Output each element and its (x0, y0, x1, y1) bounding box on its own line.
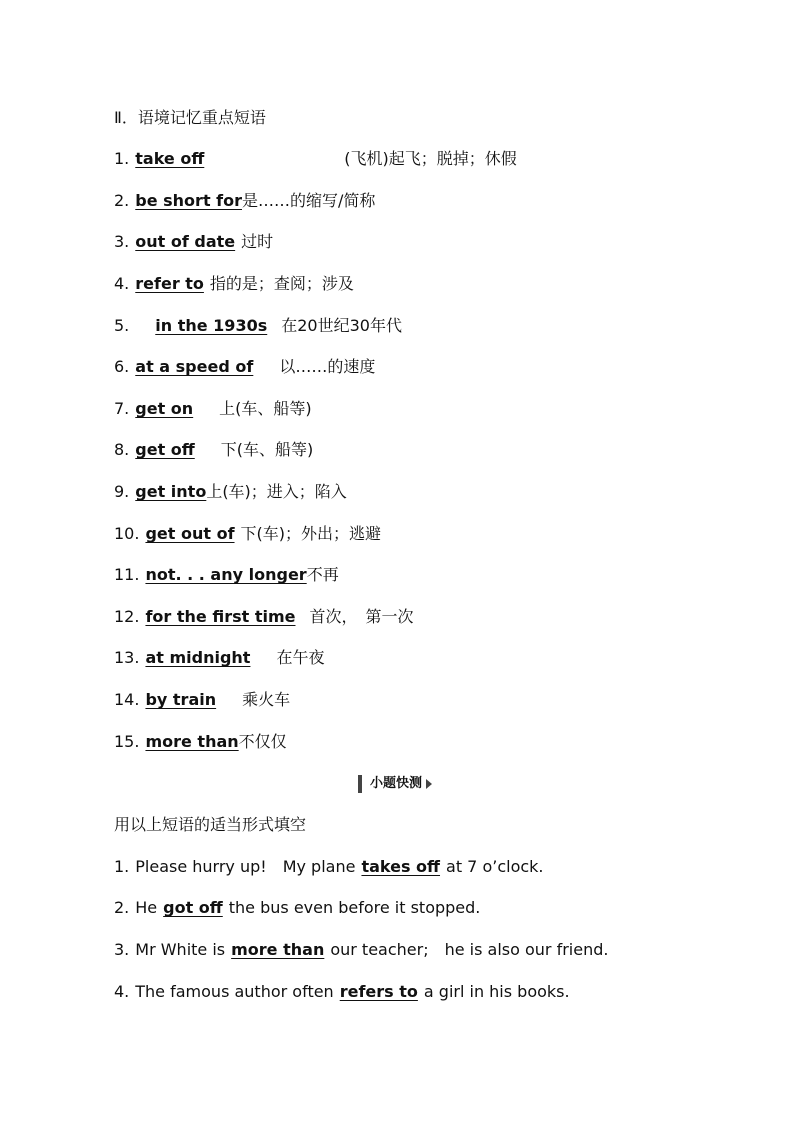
phrase-number: 1. (114, 149, 130, 168)
quiz-item (114, 981, 570, 1003)
quiz-text-before: He (135, 898, 158, 917)
phrase-item (114, 315, 402, 337)
quiz-instruction: 用以上短语的适当形式填空 (114, 815, 307, 834)
phrase-chinese: 下(车)；外出；逃避 (240, 524, 382, 543)
phrase-item (114, 439, 313, 461)
phrase-item (114, 190, 375, 212)
phrase-chinese: (飞机)起飞；脱掉；休假 (344, 149, 517, 168)
phrase-chinese: 不仅仅 (238, 732, 287, 751)
phrase-item (114, 731, 287, 753)
phrase-number: 14. (114, 690, 140, 709)
triangle-right-icon (426, 779, 432, 789)
phrase-english: at a speed of (135, 357, 254, 376)
phrase-english: get into (135, 482, 207, 501)
phrase-chinese: 首次， 第一次 (309, 607, 414, 626)
quiz-number: 2. (114, 898, 130, 917)
quiz-text-before: Mr White is (135, 940, 226, 959)
phrase-chinese: 乘火车 (242, 690, 291, 709)
phrase-item (114, 481, 347, 503)
phrase-item (114, 647, 324, 669)
quiz-item (114, 897, 480, 919)
quiz-answer: got off (163, 898, 223, 917)
phrase-english: not. . . any longer (145, 565, 307, 584)
phrase-chinese: 在20世纪30年代 (281, 316, 402, 335)
phrase-chinese: 在午夜 (276, 648, 325, 667)
quiz-text-before: Please hurry up! My plane (135, 857, 356, 876)
phrase-english: more than (145, 732, 239, 751)
quiz-text-after: at 7 o’clock. (446, 857, 544, 876)
phrase-english: for the first time (145, 607, 296, 626)
section-title: Ⅱ．语境记忆重点短语 (114, 108, 266, 127)
quiz-number: 4. (114, 982, 130, 1001)
phrase-item (114, 523, 381, 545)
quiz-number: 3. (114, 940, 130, 959)
phrase-chinese: 上(车)；进入；陷入 (206, 482, 347, 501)
phrase-english: refer to (135, 274, 204, 293)
phrase-number: 3. (114, 232, 130, 251)
phrase-item (114, 606, 414, 628)
phrase-english: at midnight (145, 648, 251, 667)
phrase-english: out of date (135, 232, 236, 251)
quiz-text-after: our teacher; he is also our friend. (330, 940, 609, 959)
quiz-text-before: The famous author often (135, 982, 334, 1001)
quiz-item (114, 856, 544, 878)
phrase-item (114, 689, 290, 711)
phrase-english: get off (135, 440, 195, 459)
phrase-number: 9. (114, 482, 130, 501)
phrase-item (114, 231, 273, 253)
phrase-english: get out of (145, 524, 235, 543)
phrase-english: be short for (135, 191, 242, 210)
phrase-chinese: 上(车、船等) (219, 399, 312, 418)
phrase-chinese: 是……的缩写/简称 (242, 191, 376, 210)
phrase-number: 6. (114, 357, 130, 376)
phrase-number: 8. (114, 440, 130, 459)
phrase-number: 10. (114, 524, 140, 543)
phrase-item (114, 148, 517, 170)
phrase-english: by train (145, 690, 217, 709)
quiz-item (114, 939, 608, 961)
phrase-chinese: 指的是；查阅；涉及 (209, 274, 354, 293)
phrase-chinese: 过时 (241, 232, 274, 251)
quiz-badge-label: 小题快测 (370, 776, 423, 791)
phrase-number: 4. (114, 274, 130, 293)
phrase-chinese: 以……的速度 (279, 357, 376, 376)
phrase-item (114, 273, 354, 295)
quiz-badge (358, 775, 440, 793)
quiz-text-after: the bus even before it stopped. (228, 898, 481, 917)
phrase-number: 11. (114, 565, 140, 584)
phrase-item (114, 398, 312, 420)
phrase-english: take off (135, 149, 205, 168)
phrase-number: 5. (114, 316, 130, 335)
phrase-number: 12. (114, 607, 140, 626)
quiz-answer: refers to (339, 982, 418, 1001)
phrase-number: 2. (114, 191, 130, 210)
phrase-item (114, 356, 375, 378)
phrase-chinese: 不再 (306, 565, 339, 584)
phrase-number: 7. (114, 399, 130, 418)
quiz-answer: takes off (361, 857, 441, 876)
phrase-english: get on (135, 399, 194, 418)
quiz-number: 1. (114, 857, 130, 876)
phrase-item (114, 564, 339, 586)
phrase-number: 13. (114, 648, 140, 667)
quiz-text-after: a girl in his books. (423, 982, 570, 1001)
phrase-number: 15. (114, 732, 140, 751)
phrase-chinese: 下(车、船等) (220, 440, 314, 459)
quiz-answer: more than (231, 940, 325, 959)
phrase-english: in the 1930s (155, 316, 268, 335)
